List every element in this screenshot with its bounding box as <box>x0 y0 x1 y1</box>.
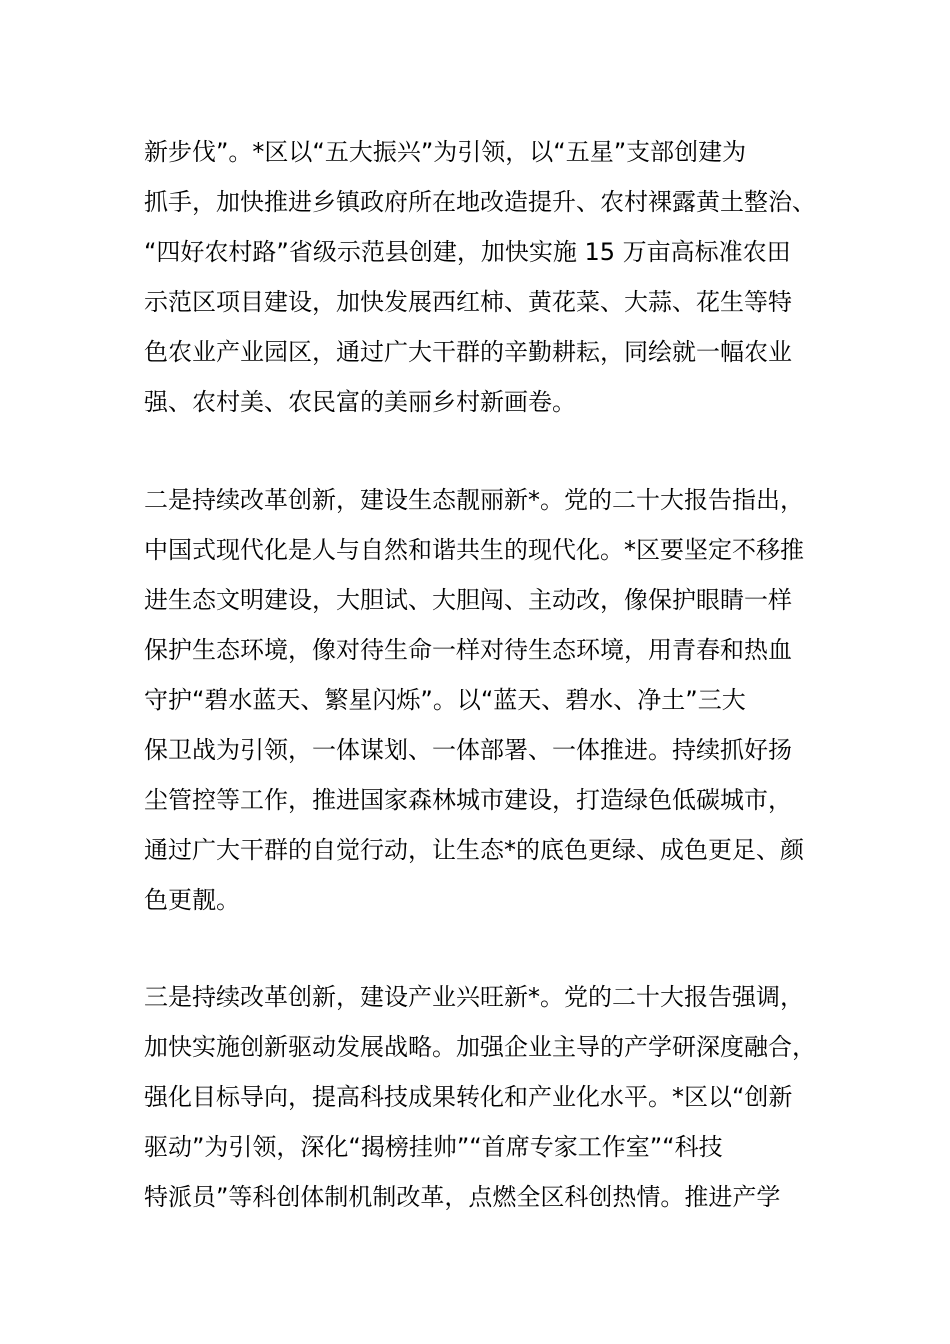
text-line: 尘管控等工作，推进国家森林城市建设，打造绿色低碳城市， <box>144 786 792 814</box>
text-line: 强化目标导向，提高科技成果转化和产业化水平。*区以“创新 <box>144 1083 793 1111</box>
text-line: “四好农村路”省级示范县创建，加快实施 15 万亩高标准农田 <box>144 238 791 266</box>
paragraph-ecology <box>144 475 834 925</box>
text-line: 保护生态环境，像对待生命一样对待生态环境，用青春和热血 <box>144 636 792 664</box>
text-line: 进生态文明建设，大胆试、大胆闯、主动改，像保护眼睛一样 <box>144 586 792 614</box>
text-line: 三是持续改革创新，建设产业兴旺新*。党的二十大报告强调， <box>144 983 804 1011</box>
text-line: 保卫战为引领，一体谋划、一体部署、一体推进。持续抓好扬 <box>144 736 792 764</box>
text-line: 通过广大干群的自觉行动，让生态*的底色更绿、成色更足、颜 <box>144 836 804 864</box>
text-line: 色更靓。 <box>144 886 240 914</box>
text-line: 驱动”为引领，深化“揭榜挂帅”“首席专家工作室”“科技 <box>144 1133 723 1161</box>
text-line: 特派员”等科创体制机制改革，点燃全区科创热情。推进产学 <box>144 1183 781 1211</box>
text-line: 抓手，加快推进乡镇政府所在地改造提升、农村裸露黄土整治、 <box>144 188 816 216</box>
text-line: 新步伐”。*区以“五大振兴”为引领，以“五星”支部创建为 <box>144 138 747 166</box>
text-line: 示范区项目建设，加快发展西红柿、黄花菜、大蒜、花生等特 <box>144 288 792 316</box>
text-line: 守护“碧水蓝天、繁星闪烁”。以“蓝天、碧水、净土”三大 <box>144 686 746 714</box>
text-line: 加快实施创新驱动发展战略。加强企业主导的产学研深度融合， <box>144 1033 816 1061</box>
text-line: 强、农村美、农民富的美丽乡村新画卷。 <box>144 388 576 416</box>
paragraph-industry <box>144 972 834 1222</box>
text-line: 二是持续改革创新，建设生态靓丽新*。党的二十大报告指出， <box>144 486 804 514</box>
text-line: 中国式现代化是人与自然和谐共生的现代化。*区要坚定不移推 <box>144 536 804 564</box>
paragraph-rural-revitalization <box>144 127 834 427</box>
text-line: 色农业产业园区，通过广大干群的辛勤耕耘，同绘就一幅农业 <box>144 338 792 366</box>
